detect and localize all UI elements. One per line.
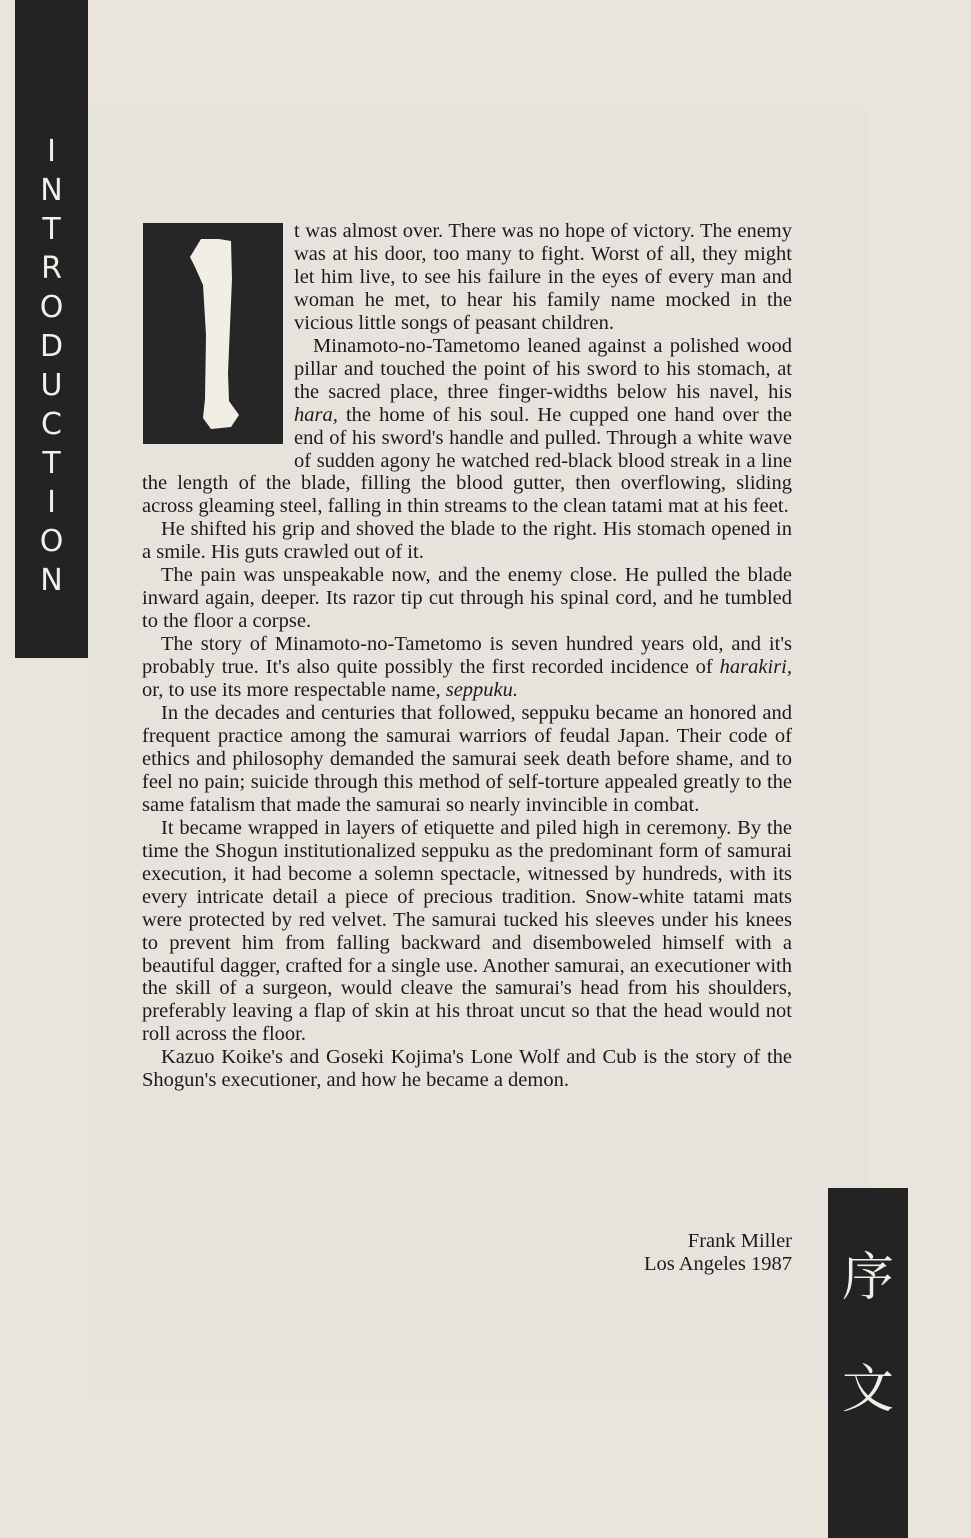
italic-term: harakiri, [719,656,792,679]
paragraph: He shifted his grip and shoved the blade to the right. His stomach opened in a smile. His guts crawled out of it. [142,518,792,564]
section-title-letter: O [39,524,64,559]
italic-term: hara, [294,403,338,426]
drop-cap-space [142,220,294,450]
italic-term: seppuku. [445,679,519,702]
author-name: Frank Miller [687,1230,792,1252]
paragraph: In the decades and centuries that followed, seppuku became an honored and frequent practice among the samurai warriors of feudal Japan. Their code of ethics and philosophy demanded the samurai seek death before shame, and to feel no pain; suicide through this method of self-torture appealed greatly to the same fatalism that made the samurai so nearly invincible in combat. [142,702,792,816]
section-title-letter: D [39,329,64,364]
author-place-year: Los Angeles 1987 [643,1253,792,1275]
section-title-letter: N [40,563,63,598]
kanji-character: 序 [841,1248,894,1308]
section-title-letter: I [47,485,56,520]
article-body [142,220,792,1092]
paragraph: It became wrapped in layers of etiquette and piled high in ceremony. By the time the Shogun institutionalized seppuku as the predominant form of samurai execution, it had become a solemn spectacle, witnessed by hundreds, with its every intricate detail a piece of precious tradition. Snow-white tatami mats were protected by red velvet. The samurai tucked his sleeves under his knees to prevent him from falling backward and disemboweled himself with a beautiful dagger, crafted for a single use. Another samurai, an executioner with the skill of a surgeon, would cleave the samurai's head from his shoulders, preferably leaving a flap of skin at his throat uncut so that the head would not roll across the floor. [142,816,792,1046]
author-signature [644,1230,792,1276]
section-tab-introduction [15,0,88,658]
kanji-character: 文 [841,1360,894,1420]
section-title-letter: N [40,173,63,208]
section-title-letter: U [40,368,63,403]
paragraph: The story of Minamoto-no-Tametomo is seven hundred years old, and it's probably true. It's also quite possibly the first recorded incidence of harakiri, or, to use its more respectable name, seppuku. [142,633,792,702]
section-title-letter: T [42,446,61,481]
paragraph: t was almost over. There was no hope of victory. The enemy was at his door, too many to fight. Worst of all, they might let him live, to see his failure in the eyes of every man and woman he met, to hear his family name mocked in the vicious little songs of peasant children. [294,220,792,334]
section-title-letter: O [39,290,64,325]
paragraph: Minamoto-no-Tametomo leaned against a polished wood pillar and touched the point of his sword to his stomach, at the sacred place, three finger-widths below his navel, his hara, the home of his soul. He cupped one hand over the end of his sword's handle and pulled. Through a white wave of sudden agony he watched red-black blood streak in a line the length of the blade, filling the blood gutter, then overflowing, sliding across gleaming steel, falling in thin streams to the clean tatami mat at his feet. [142,334,792,518]
paragraph: Kazuo Koike's and Goseki Kojima's Lone Wolf and Cub is the story of the Shogun's executioner, and how he became a demon. [142,1046,792,1092]
paragraph: The pain was unspeakable now, and the enemy close. He pulled the blade inward again, deeper. Its razor tip cut through his spinal cord, and he tumbled to the floor a corpse. [142,564,792,633]
section-title-vertical [15,132,88,600]
kanji-tab [828,1188,908,1538]
section-title-letter: C [41,407,62,442]
section-title-letter: I [47,134,56,169]
section-title-letter: T [42,212,61,247]
section-title-letter: R [41,251,62,286]
